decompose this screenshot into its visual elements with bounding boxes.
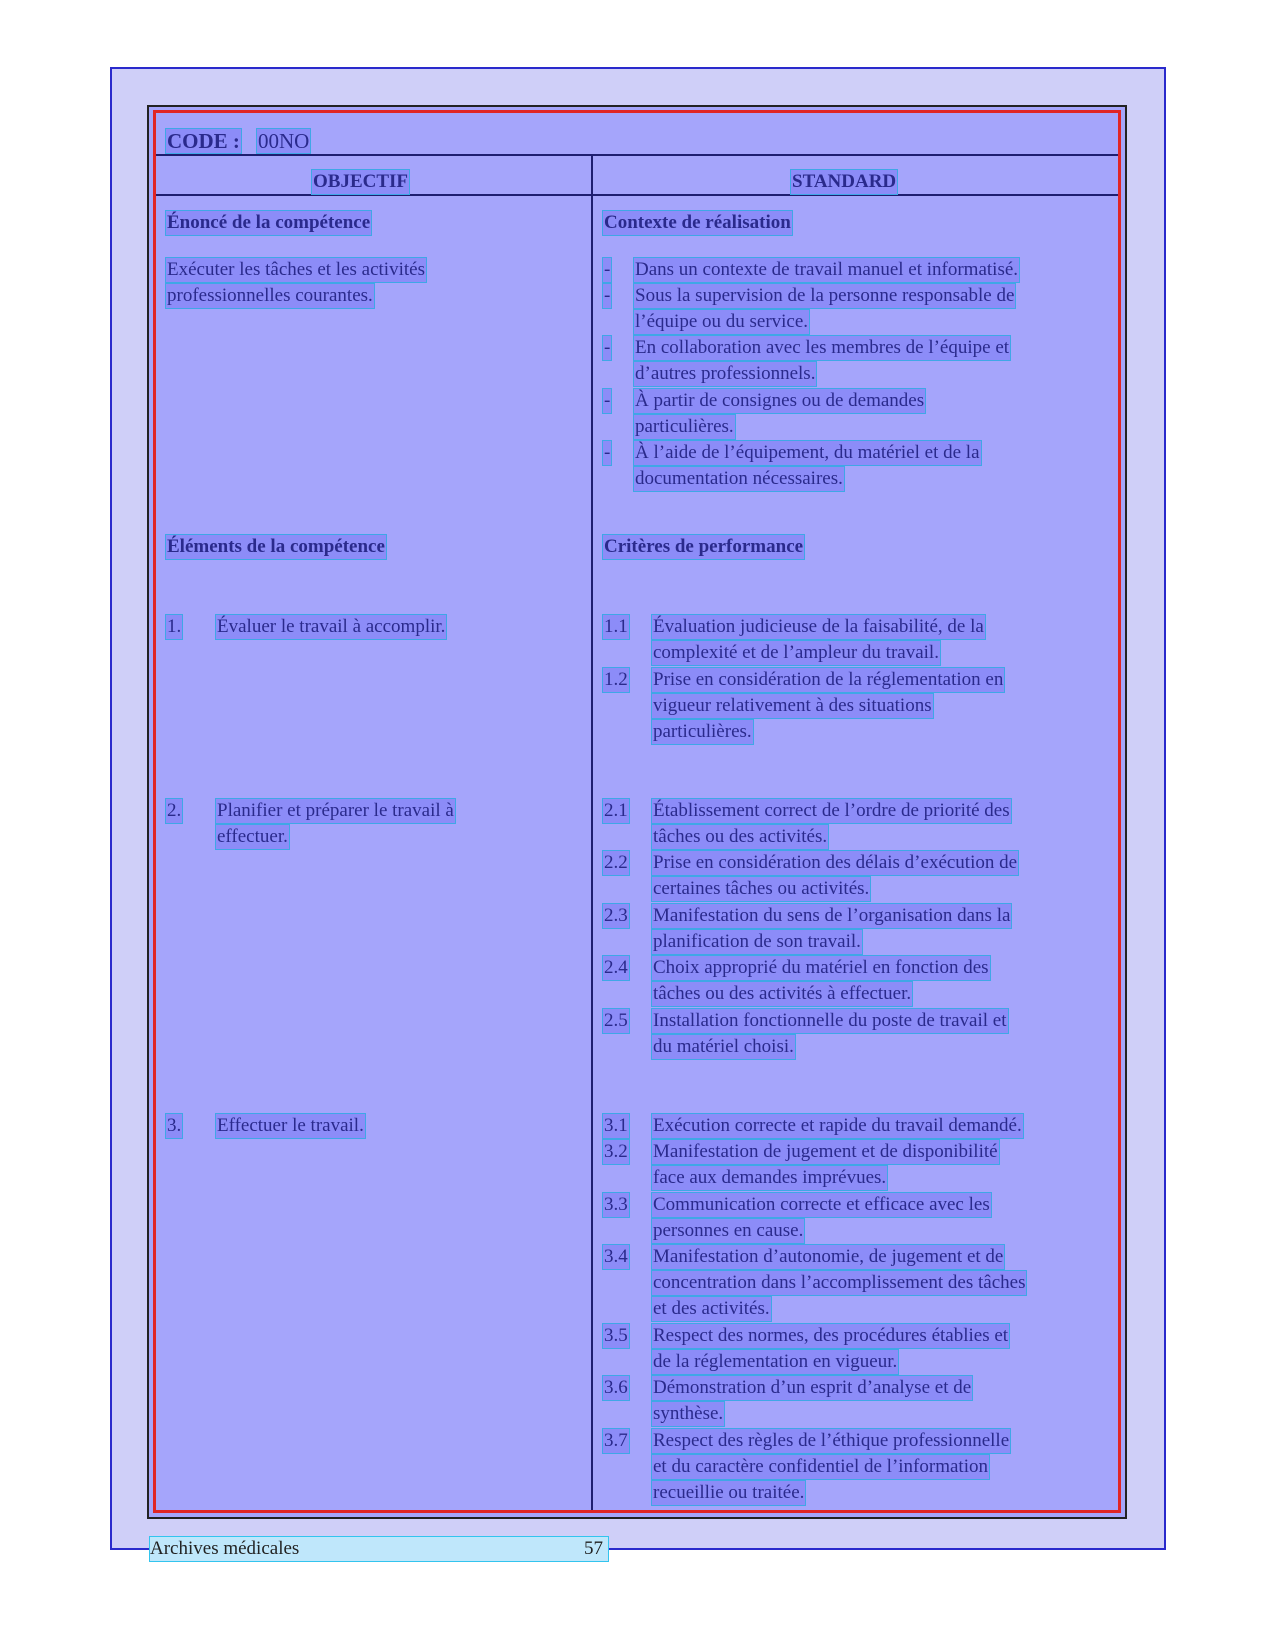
critere-line: et du caractère confidentiel de l’information <box>653 1456 988 1477</box>
critere-line: tâches ou des activités. <box>653 826 828 847</box>
critere-line: Respect des règles de l’éthique professionnelle <box>653 1430 1010 1451</box>
critere-number: 2.1 <box>604 800 628 821</box>
contexte-item-line: À partir de consignes ou de demandes <box>635 390 925 411</box>
contexte-bullet: - <box>604 390 611 411</box>
contexte-bullet: - <box>604 442 611 463</box>
critere-line: Exécution correcte et rapide du travail demandé. <box>653 1115 1022 1136</box>
enonce-line: Exécuter les tâches et les activités <box>167 259 425 280</box>
contexte-bullet: - <box>604 337 611 358</box>
element-number: 1. <box>167 616 182 637</box>
contexte-item-line: d’autres professionnels. <box>635 363 816 384</box>
critere-number: 3.3 <box>604 1194 628 1215</box>
critere-number: 3.5 <box>604 1325 628 1346</box>
element-line: Évaluer le travail à accomplir. <box>217 616 446 637</box>
elements-title: Éléments de la compétence <box>167 536 385 557</box>
critere-number: 3.6 <box>604 1377 628 1398</box>
critere-line: particulières. <box>653 721 752 742</box>
contexte-bullet: - <box>604 285 611 306</box>
critere-number: 3.2 <box>604 1141 628 1162</box>
critere-line: vigueur relativement à des situations <box>653 695 932 716</box>
critere-line: Installation fonctionnelle du poste de travail et <box>653 1010 1007 1031</box>
contexte-item-line: particulières. <box>635 416 734 437</box>
critere-line: Établissement correct de l’ordre de priorité des <box>653 800 1010 821</box>
enonce-title: Énoncé de la compétence <box>167 212 371 233</box>
critere-line: Prise en considération de la réglementation en <box>653 669 1004 690</box>
critere-line: de la réglementation en vigueur. <box>653 1351 898 1372</box>
element-number: 3. <box>167 1115 182 1136</box>
header-objectif: OBJECTIF <box>313 171 409 192</box>
element-line: effectuer. <box>217 826 288 847</box>
critere-number: 2.5 <box>604 1010 628 1031</box>
enonce-line: professionnelles courantes. <box>167 285 373 306</box>
element-number: 2. <box>167 800 182 821</box>
element-line: Effectuer le travail. <box>217 1115 364 1136</box>
element-line: Planifier et préparer le travail à <box>217 800 454 821</box>
critere-line: Prise en considération des délais d’exécution de <box>653 852 1018 873</box>
critere-line: complexité et de l’ampleur du travail. <box>653 642 939 663</box>
critere-number: 2.4 <box>604 957 628 978</box>
contexte-item-line: Dans un contexte de travail manuel et informatisé. <box>635 259 1019 280</box>
critere-number: 1.1 <box>604 616 628 637</box>
contexte-bullet: - <box>604 259 611 280</box>
header-standard: STANDARD <box>792 171 897 192</box>
contexte-item-line: En collaboration avec les membres de l’équipe et <box>635 337 1010 358</box>
page-number: 57 <box>584 1538 603 1559</box>
contexte-item-line: documentation nécessaires. <box>635 468 843 489</box>
critere-line: Communication correcte et efficace avec les <box>653 1194 990 1215</box>
critere-number: 1.2 <box>604 669 628 690</box>
critere-number: 2.3 <box>604 905 628 926</box>
critere-line: tâches ou des activités à effectuer. <box>653 983 912 1004</box>
code-value: 00NO <box>258 129 310 153</box>
critere-line: Démonstration d’un esprit d’analyse et de <box>653 1377 972 1398</box>
critere-line: Choix approprié du matériel en fonction des <box>653 957 989 978</box>
divider-under-code <box>156 154 1118 156</box>
contexte-item-line: l’équipe ou du service. <box>635 311 809 332</box>
critere-line: face aux demandes imprévues. <box>653 1167 887 1188</box>
critere-line: Manifestation du sens de l’organisation dans la <box>653 905 1011 926</box>
critere-number: 2.2 <box>604 852 628 873</box>
contexte-item-line: Sous la supervision de la personne responsable de <box>635 285 1015 306</box>
critere-line: Manifestation d’autonomie, de jugement et de <box>653 1246 1004 1267</box>
critere-line: du matériel choisi. <box>653 1036 794 1057</box>
critere-line: planification de son travail. <box>653 931 861 952</box>
criteres-title: Critères de performance <box>604 536 804 557</box>
critere-line: personnes en cause. <box>653 1220 804 1241</box>
code-label: CODE : <box>167 129 240 153</box>
critere-line: Manifestation de jugement et de disponibilité <box>653 1141 998 1162</box>
critere-line: Évaluation judicieuse de la faisabilité, de la <box>653 616 984 637</box>
critere-line: synthèse. <box>653 1403 724 1424</box>
contexte-title: Contexte de réalisation <box>604 212 791 233</box>
divider-under-headers <box>156 194 1118 196</box>
critere-number: 3.1 <box>604 1115 628 1136</box>
critere-line: recueillie ou traitée. <box>653 1482 805 1503</box>
critere-line: concentration dans l’accomplissement des tâches <box>653 1272 1026 1293</box>
critere-number: 3.7 <box>604 1430 628 1451</box>
critere-line: et des activités. <box>653 1298 770 1319</box>
contexte-item-line: À l’aide de l’équipement, du matériel et de la <box>635 442 980 463</box>
critere-number: 3.4 <box>604 1246 628 1267</box>
critere-line: certaines tâches ou activités. <box>653 878 870 899</box>
footer-title: Archives médicales <box>150 1537 608 1561</box>
column-divider <box>591 156 593 1510</box>
critere-line: Respect des normes, des procédures établies et <box>653 1325 1009 1346</box>
